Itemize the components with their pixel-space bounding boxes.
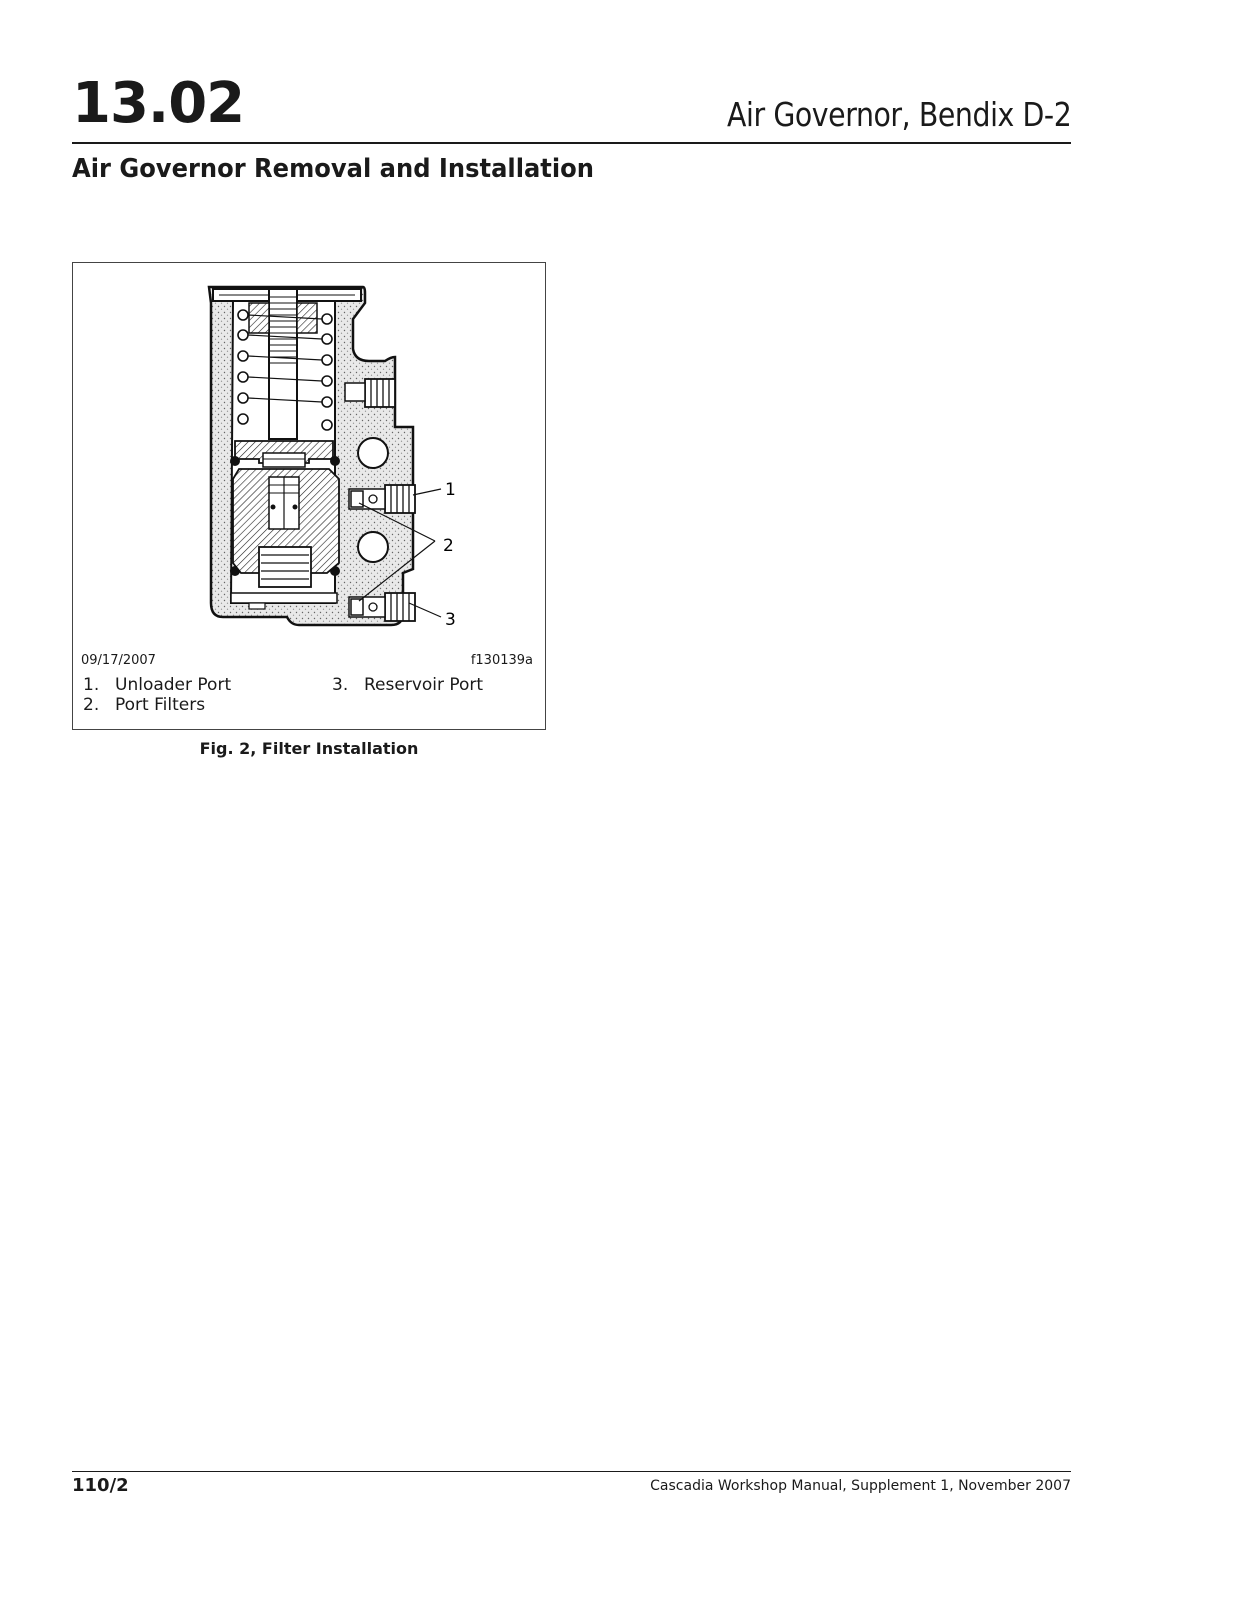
legend-item bbox=[332, 675, 483, 695]
legend-label: Port Filters bbox=[115, 695, 206, 715]
legend-number: 2. bbox=[83, 695, 100, 715]
figure-date: 09/17/2007 bbox=[81, 653, 156, 668]
chapter-title: Air Governor, Bendix D-2 bbox=[726, 95, 1071, 134]
legend-item bbox=[83, 695, 205, 715]
callout-3: 3 bbox=[445, 610, 456, 630]
figure-id: f130139a bbox=[470, 653, 533, 668]
air-governor-cutaway-illustration bbox=[73, 263, 545, 653]
legend-label: Unloader Port bbox=[115, 675, 232, 695]
page-number: 110/2 bbox=[72, 1475, 129, 1496]
legend-item bbox=[83, 675, 231, 695]
callout-2: 2 bbox=[443, 536, 454, 556]
legend-number: 1. bbox=[83, 675, 100, 695]
figure-box bbox=[72, 262, 546, 730]
manual-title: Cascadia Workshop Manual, Supplement 1, November 2007 bbox=[650, 1478, 1071, 1494]
footer-rule bbox=[72, 1471, 1071, 1472]
figure-caption: Fig. 2, Filter Installation bbox=[199, 739, 419, 758]
legend-number: 3. bbox=[332, 675, 349, 695]
callout-1: 1 bbox=[445, 480, 456, 500]
section-title: Air Governor Removal and Installation bbox=[72, 154, 594, 184]
section-number: 13.02 bbox=[72, 71, 245, 136]
legend-label: Reservoir Port bbox=[364, 675, 484, 695]
header-rule bbox=[72, 142, 1071, 144]
